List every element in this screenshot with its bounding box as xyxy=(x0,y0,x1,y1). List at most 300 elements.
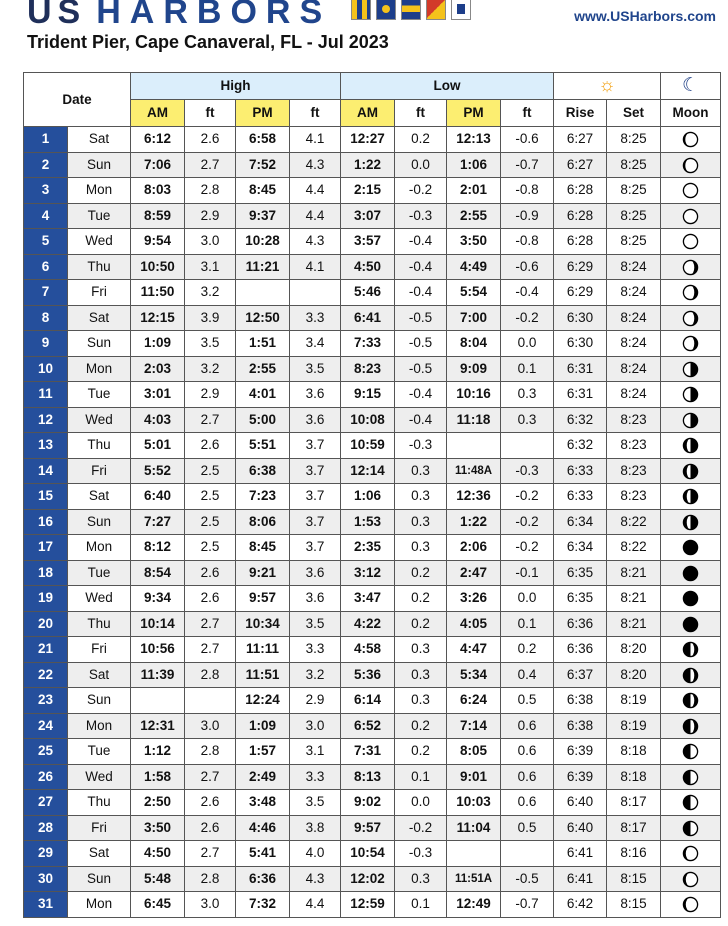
high-pm-time-cell: 11:51 xyxy=(236,662,290,688)
moon-phase-icon xyxy=(682,539,699,556)
low-am-time-cell: 12:59 xyxy=(341,892,395,918)
low-pm-header: PM xyxy=(447,100,501,127)
moon-phase-icon xyxy=(682,896,699,913)
sunrise-cell: 6:33 xyxy=(554,458,607,484)
flag-icon xyxy=(351,0,371,20)
moon-phase-icon xyxy=(682,692,699,709)
sun-header xyxy=(554,73,661,100)
low-pm-ft-cell: 0.6 xyxy=(501,713,554,739)
low-pm-ft-cell: -0.2 xyxy=(501,509,554,535)
sunrise-cell: 6:34 xyxy=(554,535,607,561)
table-row xyxy=(24,892,721,918)
date-number-cell: 26 xyxy=(24,764,68,790)
low-am-time-cell: 3:12 xyxy=(341,560,395,586)
date-number-cell: 28 xyxy=(24,815,68,841)
low-pm-ft-cell: 0.3 xyxy=(501,407,554,433)
date-number-cell: 8 xyxy=(24,305,68,331)
table-row xyxy=(24,127,721,153)
sunset-cell: 8:23 xyxy=(607,407,661,433)
page-header xyxy=(0,0,728,68)
low-am-ft-cell: 0.3 xyxy=(395,458,447,484)
date-number-cell: 11 xyxy=(24,382,68,408)
high-pm-time-cell: 9:21 xyxy=(236,560,290,586)
table-row xyxy=(24,509,721,535)
sunset-cell: 8:24 xyxy=(607,331,661,357)
sunset-cell: 8:21 xyxy=(607,611,661,637)
weekday-cell: Sat xyxy=(68,662,131,688)
high-am-ft-cell: 2.8 xyxy=(185,739,236,765)
low-pm-time-cell xyxy=(447,841,501,867)
moon-phase-icon xyxy=(682,845,699,862)
date-number-cell: 7 xyxy=(24,280,68,306)
low-pm-ft-cell: 0.6 xyxy=(501,764,554,790)
sunrise-cell: 6:39 xyxy=(554,764,607,790)
table-row xyxy=(24,866,721,892)
sunrise-cell: 6:41 xyxy=(554,841,607,867)
high-pm-time-cell: 1:09 xyxy=(236,713,290,739)
low-am-time-cell: 10:08 xyxy=(341,407,395,433)
sunset-cell: 8:25 xyxy=(607,152,661,178)
high-am-time-cell: 8:54 xyxy=(131,560,185,586)
table-row xyxy=(24,637,721,663)
low-pm-time-cell: 8:05 xyxy=(447,739,501,765)
moon-phase-cell xyxy=(661,637,721,663)
moon-phase-cell xyxy=(661,790,721,816)
high-am-ft-cell: 2.7 xyxy=(185,152,236,178)
moon-phase-icon xyxy=(682,488,699,505)
high-pm-time-cell: 5:41 xyxy=(236,841,290,867)
low-am-ft-cell: -0.3 xyxy=(395,433,447,459)
low-pm-time-cell: 12:36 xyxy=(447,484,501,510)
weekday-cell: Sun xyxy=(68,152,131,178)
weekday-cell: Mon xyxy=(68,535,131,561)
high-pm-time-cell: 6:58 xyxy=(236,127,290,153)
low-pm-time-cell: 2:06 xyxy=(447,535,501,561)
weekday-cell: Fri xyxy=(68,280,131,306)
high-am-time-cell: 10:56 xyxy=(131,637,185,663)
moon-phase-cell xyxy=(661,688,721,714)
low-am-time-cell: 10:54 xyxy=(341,841,395,867)
low-am-ft-cell: 0.3 xyxy=(395,509,447,535)
low-header: Low xyxy=(341,73,554,100)
high-am-time-cell: 5:01 xyxy=(131,433,185,459)
low-pm-ft-header: ft xyxy=(501,100,554,127)
weekday-cell: Sat xyxy=(68,305,131,331)
weekday-cell: Sat xyxy=(68,127,131,153)
table-row xyxy=(24,713,721,739)
date-number-cell: 9 xyxy=(24,331,68,357)
sunrise-cell: 6:42 xyxy=(554,892,607,918)
low-am-header: AM xyxy=(341,100,395,127)
high-am-ft-cell: 2.7 xyxy=(185,841,236,867)
moon-phase-cell xyxy=(661,815,721,841)
low-pm-ft-cell xyxy=(501,841,554,867)
moon-phase-cell xyxy=(661,127,721,153)
high-am-time-cell: 7:06 xyxy=(131,152,185,178)
high-am-ft-cell: 3.0 xyxy=(185,229,236,255)
low-am-ft-cell: -0.3 xyxy=(395,841,447,867)
high-am-ft-cell: 2.7 xyxy=(185,611,236,637)
low-pm-ft-cell: -0.3 xyxy=(501,458,554,484)
moon-header-icon xyxy=(661,73,721,100)
moon-phase-cell xyxy=(661,178,721,204)
high-pm-ft-cell: 2.9 xyxy=(290,688,341,714)
sunset-cell: 8:23 xyxy=(607,433,661,459)
moon-phase-cell xyxy=(661,662,721,688)
high-am-ft-cell: 2.7 xyxy=(185,764,236,790)
high-am-time-cell: 3:01 xyxy=(131,382,185,408)
sunset-cell: 8:19 xyxy=(607,688,661,714)
date-number-cell: 2 xyxy=(24,152,68,178)
table-row xyxy=(24,178,721,204)
date-number-cell: 18 xyxy=(24,560,68,586)
low-am-time-cell: 10:59 xyxy=(341,433,395,459)
table-row xyxy=(24,280,721,306)
date-header: Date xyxy=(24,73,131,127)
high-am-ft-cell: 2.7 xyxy=(185,637,236,663)
high-am-ft-cell: 3.2 xyxy=(185,280,236,306)
low-am-ft-cell: 0.3 xyxy=(395,866,447,892)
moon-phase-cell xyxy=(661,560,721,586)
sunrise-cell: 6:35 xyxy=(554,560,607,586)
brand-harbors: HARBORS xyxy=(96,0,332,31)
high-pm-time-cell: 7:52 xyxy=(236,152,290,178)
weekday-cell: Sun xyxy=(68,509,131,535)
high-pm-time-cell: 2:49 xyxy=(236,764,290,790)
high-pm-ft-cell: 3.6 xyxy=(290,382,341,408)
sunrise-cell: 6:28 xyxy=(554,229,607,255)
low-am-ft-cell: 0.2 xyxy=(395,127,447,153)
table-row xyxy=(24,841,721,867)
brand-logo xyxy=(27,0,471,32)
high-pm-time-cell: 4:01 xyxy=(236,382,290,408)
high-am-ft-cell: 2.8 xyxy=(185,866,236,892)
table-row xyxy=(24,815,721,841)
low-pm-time-cell: 8:04 xyxy=(447,331,501,357)
high-pm-ft-cell: 4.3 xyxy=(290,152,341,178)
low-am-time-cell: 3:47 xyxy=(341,586,395,612)
high-am-ft-cell: 2.6 xyxy=(185,127,236,153)
sunset-cell: 8:18 xyxy=(607,764,661,790)
low-pm-ft-cell: -0.2 xyxy=(501,484,554,510)
moon-header: Moon xyxy=(661,100,721,127)
high-pm-time-cell: 2:55 xyxy=(236,356,290,382)
high-pm-ft-cell: 4.4 xyxy=(290,178,341,204)
high-header: High xyxy=(131,73,341,100)
high-am-time-cell: 8:12 xyxy=(131,535,185,561)
low-am-time-cell: 2:15 xyxy=(341,178,395,204)
high-am-time-cell: 10:14 xyxy=(131,611,185,637)
low-am-time-cell: 4:50 xyxy=(341,254,395,280)
low-am-ft-cell: 0.0 xyxy=(395,790,447,816)
low-am-time-cell: 3:57 xyxy=(341,229,395,255)
low-am-ft-cell: 0.1 xyxy=(395,764,447,790)
sunrise-cell: 6:36 xyxy=(554,637,607,663)
sunset-cell: 8:22 xyxy=(607,509,661,535)
moon-phase-cell xyxy=(661,331,721,357)
low-pm-ft-cell: 0.6 xyxy=(501,739,554,765)
website-link[interactable]: www.USHarbors.com xyxy=(574,8,716,24)
high-am-ft-cell: 3.0 xyxy=(185,892,236,918)
high-am-ft-cell xyxy=(185,688,236,714)
moon-phase-icon xyxy=(682,718,699,735)
weekday-cell: Fri xyxy=(68,815,131,841)
moon-phase-icon xyxy=(682,820,699,837)
moon-phase-cell xyxy=(661,229,721,255)
weekday-cell: Thu xyxy=(68,611,131,637)
high-pm-ft-cell: 4.4 xyxy=(290,892,341,918)
low-pm-time-cell: 9:01 xyxy=(447,764,501,790)
date-number-cell: 31 xyxy=(24,892,68,918)
low-am-ft-cell: -0.4 xyxy=(395,254,447,280)
date-number-cell: 10 xyxy=(24,356,68,382)
low-am-ft-cell: 0.1 xyxy=(395,892,447,918)
moon-phase-cell xyxy=(661,433,721,459)
sunrise-cell: 6:38 xyxy=(554,688,607,714)
high-am-ft-cell: 2.5 xyxy=(185,535,236,561)
low-am-ft-cell: 0.0 xyxy=(395,152,447,178)
low-am-time-cell: 1:06 xyxy=(341,484,395,510)
sunset-cell: 8:19 xyxy=(607,713,661,739)
high-am-time-cell: 6:45 xyxy=(131,892,185,918)
high-pm-time-cell: 5:51 xyxy=(236,433,290,459)
sunset-cell: 8:21 xyxy=(607,586,661,612)
low-pm-time-cell: 7:14 xyxy=(447,713,501,739)
high-pm-time-cell: 10:34 xyxy=(236,611,290,637)
high-pm-time-cell: 6:36 xyxy=(236,866,290,892)
low-pm-ft-cell: -0.7 xyxy=(501,892,554,918)
sunrise-cell: 6:27 xyxy=(554,127,607,153)
table-row xyxy=(24,152,721,178)
moon-phase-cell xyxy=(661,203,721,229)
weekday-cell: Tue xyxy=(68,382,131,408)
low-am-time-cell: 6:41 xyxy=(341,305,395,331)
high-am-ft-cell: 2.5 xyxy=(185,509,236,535)
high-am-time-cell: 4:50 xyxy=(131,841,185,867)
high-pm-ft-cell: 4.1 xyxy=(290,127,341,153)
moon-phase-icon xyxy=(682,743,699,760)
sunset-cell: 8:24 xyxy=(607,356,661,382)
sunrise-cell: 6:40 xyxy=(554,790,607,816)
low-am-time-cell: 12:27 xyxy=(341,127,395,153)
high-pm-ft-cell: 3.5 xyxy=(290,356,341,382)
high-pm-ft-cell: 4.3 xyxy=(290,866,341,892)
low-pm-time-cell: 10:03 xyxy=(447,790,501,816)
sunset-cell: 8:20 xyxy=(607,637,661,663)
sunset-cell: 8:21 xyxy=(607,560,661,586)
moon-phase-icon xyxy=(682,233,699,250)
sunset-cell: 8:22 xyxy=(607,535,661,561)
low-am-time-cell: 1:22 xyxy=(341,152,395,178)
high-am-time-cell: 11:50 xyxy=(131,280,185,306)
high-pm-time-cell: 11:21 xyxy=(236,254,290,280)
high-am-time-cell: 4:03 xyxy=(131,407,185,433)
high-am-ft-header: ft xyxy=(185,100,236,127)
low-am-time-cell: 12:02 xyxy=(341,866,395,892)
low-pm-time-cell: 3:50 xyxy=(447,229,501,255)
high-am-time-cell: 10:50 xyxy=(131,254,185,280)
table-row xyxy=(24,331,721,357)
weekday-cell: Mon xyxy=(68,178,131,204)
low-pm-time-cell: 1:06 xyxy=(447,152,501,178)
moon-phase-icon xyxy=(682,437,699,454)
sunrise-cell: 6:28 xyxy=(554,203,607,229)
moon-phase-icon xyxy=(682,463,699,480)
low-am-time-cell: 8:13 xyxy=(341,764,395,790)
low-am-ft-cell: -0.2 xyxy=(395,815,447,841)
moon-phase-cell xyxy=(661,382,721,408)
sunrise-cell: 6:41 xyxy=(554,866,607,892)
high-pm-time-cell: 4:46 xyxy=(236,815,290,841)
moon-phase-icon xyxy=(682,641,699,658)
low-pm-time-cell: 12:13 xyxy=(447,127,501,153)
sunset-cell: 8:16 xyxy=(607,841,661,867)
low-pm-ft-cell: 0.3 xyxy=(501,382,554,408)
table-row xyxy=(24,586,721,612)
low-am-ft-cell: -0.5 xyxy=(395,331,447,357)
high-am-time-cell: 3:50 xyxy=(131,815,185,841)
date-number-cell: 30 xyxy=(24,866,68,892)
low-am-ft-cell: -0.5 xyxy=(395,356,447,382)
low-pm-time-cell: 4:47 xyxy=(447,637,501,663)
low-am-time-cell: 5:36 xyxy=(341,662,395,688)
signal-flags-icon xyxy=(351,0,471,20)
high-am-ft-cell: 2.6 xyxy=(185,586,236,612)
weekday-cell: Thu xyxy=(68,433,131,459)
high-am-time-cell: 5:52 xyxy=(131,458,185,484)
moon-phase-cell xyxy=(661,152,721,178)
high-am-time-cell: 11:39 xyxy=(131,662,185,688)
low-pm-ft-cell: 0.1 xyxy=(501,356,554,382)
sunset-cell: 8:24 xyxy=(607,382,661,408)
high-am-ft-cell: 3.9 xyxy=(185,305,236,331)
low-pm-time-cell: 4:05 xyxy=(447,611,501,637)
high-am-time-cell: 12:31 xyxy=(131,713,185,739)
weekday-cell: Mon xyxy=(68,713,131,739)
high-am-time-cell: 1:58 xyxy=(131,764,185,790)
high-pm-ft-cell: 3.3 xyxy=(290,305,341,331)
low-pm-time-cell: 4:49 xyxy=(447,254,501,280)
low-pm-ft-cell: 0.6 xyxy=(501,790,554,816)
high-pm-time-cell: 12:50 xyxy=(236,305,290,331)
high-am-ft-cell: 3.1 xyxy=(185,254,236,280)
sunrise-cell: 6:29 xyxy=(554,280,607,306)
table-row xyxy=(24,764,721,790)
high-pm-ft-cell: 4.1 xyxy=(290,254,341,280)
table-row xyxy=(24,356,721,382)
sunrise-cell: 6:35 xyxy=(554,586,607,612)
moon-phase-cell xyxy=(661,458,721,484)
high-pm-time-cell: 1:57 xyxy=(236,739,290,765)
low-am-time-cell: 12:14 xyxy=(341,458,395,484)
moon-phase-icon xyxy=(682,565,699,582)
table-row xyxy=(24,662,721,688)
moon-phase-icon xyxy=(682,361,699,378)
high-pm-ft-header: ft xyxy=(290,100,341,127)
date-number-cell: 14 xyxy=(24,458,68,484)
flag-icon xyxy=(426,0,446,20)
low-pm-ft-cell: 0.4 xyxy=(501,662,554,688)
low-pm-time-cell: 7:00 xyxy=(447,305,501,331)
moon-phase-cell xyxy=(661,739,721,765)
moon-phase-icon xyxy=(682,335,699,352)
high-am-ft-cell: 2.7 xyxy=(185,407,236,433)
weekday-cell: Wed xyxy=(68,764,131,790)
moon-phase-cell xyxy=(661,407,721,433)
table-row xyxy=(24,611,721,637)
high-am-ft-cell: 2.8 xyxy=(185,178,236,204)
high-pm-ft-cell: 3.7 xyxy=(290,458,341,484)
weekday-cell: Thu xyxy=(68,254,131,280)
high-pm-ft-cell: 4.3 xyxy=(290,229,341,255)
high-am-ft-cell: 2.5 xyxy=(185,458,236,484)
high-pm-time-cell: 8:06 xyxy=(236,509,290,535)
low-am-ft-cell: -0.2 xyxy=(395,178,447,204)
table-row xyxy=(24,229,721,255)
low-am-time-cell: 4:22 xyxy=(341,611,395,637)
moon-phase-icon xyxy=(682,259,699,276)
weekday-cell: Sat xyxy=(68,841,131,867)
sunset-cell: 8:24 xyxy=(607,254,661,280)
date-number-cell: 15 xyxy=(24,484,68,510)
sunrise-cell: 6:28 xyxy=(554,178,607,204)
high-pm-time-cell: 3:48 xyxy=(236,790,290,816)
low-am-ft-cell: 0.2 xyxy=(395,713,447,739)
moon-phase-icon xyxy=(682,514,699,531)
sunset-cell: 8:25 xyxy=(607,229,661,255)
low-pm-time-cell xyxy=(447,433,501,459)
sunrise-cell: 6:36 xyxy=(554,611,607,637)
high-am-ft-cell: 2.5 xyxy=(185,484,236,510)
high-am-ft-cell: 2.6 xyxy=(185,815,236,841)
low-pm-time-cell: 11:48A xyxy=(447,458,501,484)
sunset-cell: 8:23 xyxy=(607,484,661,510)
sunrise-cell: 6:29 xyxy=(554,254,607,280)
low-am-time-cell: 8:23 xyxy=(341,356,395,382)
sunrise-cell: 6:30 xyxy=(554,305,607,331)
high-am-ft-cell: 2.6 xyxy=(185,790,236,816)
low-am-time-cell: 7:31 xyxy=(341,739,395,765)
low-pm-ft-cell: 0.1 xyxy=(501,611,554,637)
weekday-cell: Sun xyxy=(68,688,131,714)
low-pm-ft-cell: -0.6 xyxy=(501,254,554,280)
high-pm-ft-cell: 3.7 xyxy=(290,509,341,535)
moon-phase-cell xyxy=(661,611,721,637)
date-number-cell: 3 xyxy=(24,178,68,204)
low-pm-time-cell: 9:09 xyxy=(447,356,501,382)
date-number-cell: 1 xyxy=(24,127,68,153)
weekday-cell: Wed xyxy=(68,407,131,433)
sunrise-cell: 6:40 xyxy=(554,815,607,841)
high-pm-ft-cell: 3.1 xyxy=(290,739,341,765)
set-header: Set xyxy=(607,100,661,127)
low-pm-time-cell: 11:18 xyxy=(447,407,501,433)
high-am-ft-cell: 2.6 xyxy=(185,433,236,459)
flag-icon xyxy=(401,0,421,20)
moon-icon: ☾ xyxy=(682,74,700,96)
low-pm-ft-cell: 0.0 xyxy=(501,331,554,357)
low-pm-time-cell: 5:34 xyxy=(447,662,501,688)
date-number-cell: 12 xyxy=(24,407,68,433)
rise-header: Rise xyxy=(554,100,607,127)
high-pm-ft-cell: 3.7 xyxy=(290,433,341,459)
date-number-cell: 5 xyxy=(24,229,68,255)
sunrise-cell: 6:33 xyxy=(554,484,607,510)
moon-phase-icon xyxy=(682,386,699,403)
sun-icon: ☼ xyxy=(598,74,616,96)
low-pm-time-cell: 11:04 xyxy=(447,815,501,841)
low-pm-ft-cell: -0.8 xyxy=(501,178,554,204)
